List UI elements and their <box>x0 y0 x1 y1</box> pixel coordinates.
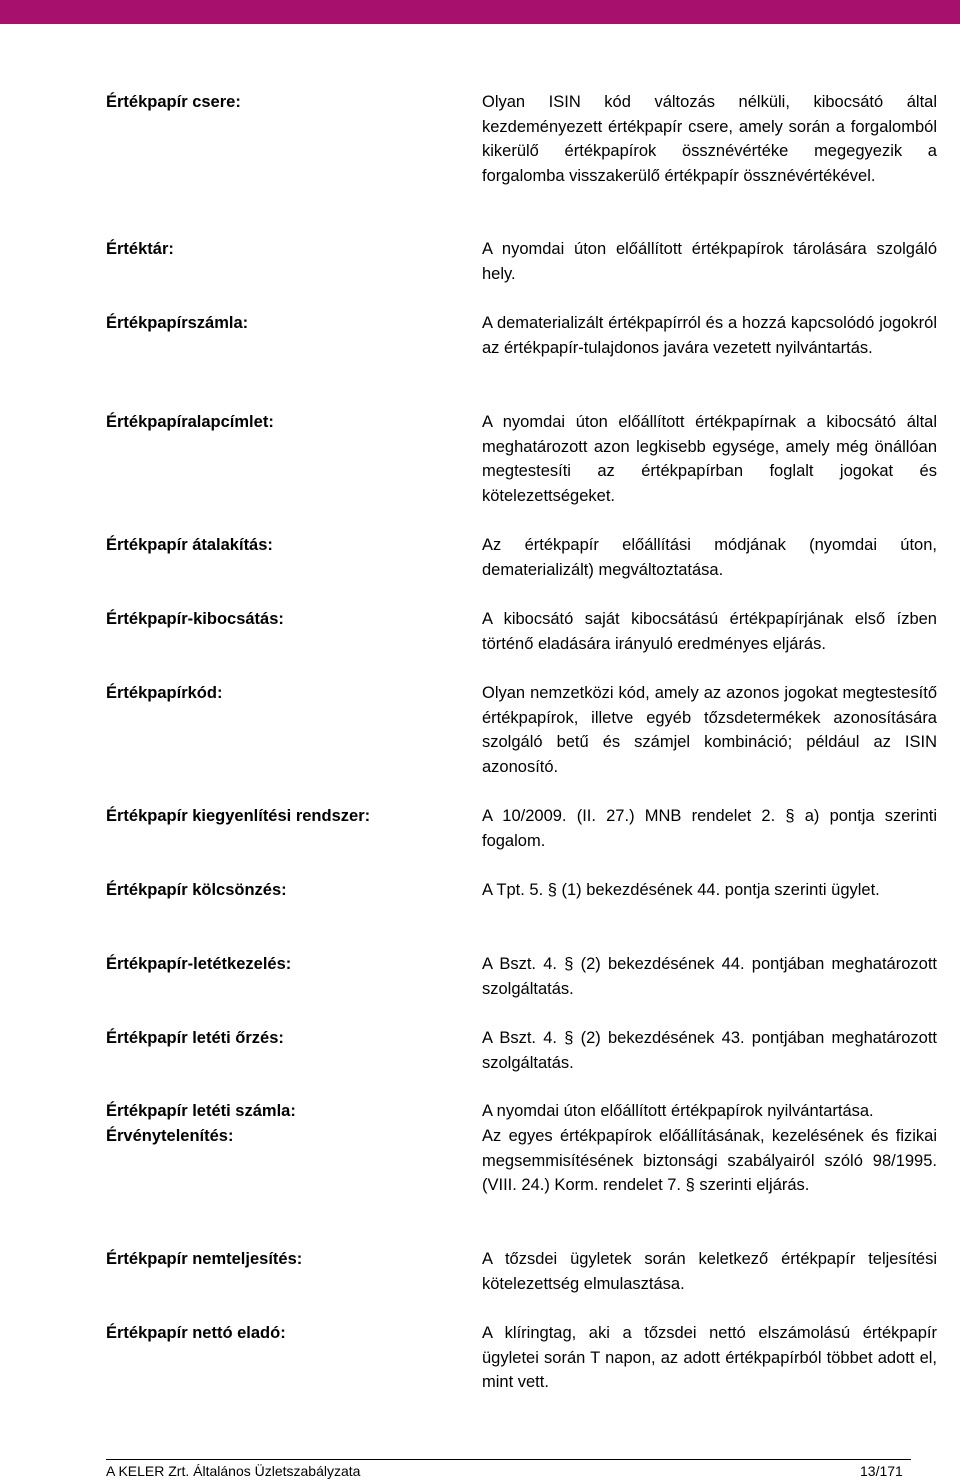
footer-divider <box>106 1459 911 1460</box>
definition-ertekpapir-letetkezeles: A Bszt. 4. § (2) bekezdésének 44. pontjában meghatározott szolgáltatás. <box>482 955 937 998</box>
term-ertekpapir-kiegyenlitesi-rendszer: Értékpapír kiegyenlítési rendszer: <box>106 807 371 825</box>
definition-ertektar: A nyomdai úton előállított értékpapírok tárolására szolgáló hely. <box>482 240 937 283</box>
term-ertekpapirkod: Értékpapírkód: <box>106 684 223 702</box>
definition-ertekpapirszamla: A dematerializált értékpapírról és a hozzá kapcsolódó jogokról az értékpapír-tulajdonos javára vezetett nyilvántartás. <box>482 314 937 357</box>
term-ertekpapir-netto-elado: Értékpapír nettó eladó: <box>106 1324 286 1342</box>
definition-ervenytelenites: Az egyes értékpapírok előállításának, kezelésének és fizikai megsemmisítésének biztonsági szabályairól szóló 98/1995. (VIII. 24.) Korm. rendelet 7. § szerinti eljárás. <box>482 1127 937 1195</box>
definition-ertekpapiralapcimlet: A nyomdai úton előállított értékpapírnak a kibocsátó által meghatározott azon legkisebb egysége, amely még önállóan megtestesíti az értékpapírban foglalt jogokat és kötelezettségeket. <box>482 413 937 505</box>
term-ertekpapir-leteti-orzes: Értékpapír letéti őrzés: <box>106 1029 284 1047</box>
term-ertekpapir-leteti-szamla: Értékpapír letéti számla: <box>106 1102 296 1120</box>
footer-document-title: A KELER Zrt. Általános Üzletszabályzata <box>106 1463 361 1479</box>
definition-ertekpapir-atalakitas: Az értékpapír előállítási módjának (nyomdai úton, dematerializált) megváltoztatása. <box>482 536 937 579</box>
definition-ertekpapirkod: Olyan nemzetközi kód, amely az azonos jogokat megtestesítő értékpapírok, illetve egyéb tőzsdetermékek azonosítására szolgáló betű és számjel kombináció; például az ISIN azonosító. <box>482 684 937 776</box>
term-ertekpapir-csere: Értékpapír csere: <box>106 93 241 111</box>
term-ertekpapirszamla: Értékpapírszámla: <box>106 314 249 332</box>
definition-ertekpapir-nemteljesites: A tőzsdei ügyletek során keletkező értékpapír teljesítési kötelezettség elmulasztása. <box>482 1250 937 1293</box>
term-ervenytelenites: Érvénytelenítés: <box>106 1127 234 1145</box>
term-ertekpapir-nemteljesites: Értékpapír nemteljesítés: <box>106 1250 303 1268</box>
term-ertekpapir-kibocsatas: Értékpapír-kibocsátás: <box>106 610 284 628</box>
term-ertektar: Értéktár: <box>106 240 174 258</box>
definition-ertekpapir-kibocsatas: A kibocsátó saját kibocsátású értékpapírjának első ízben történő eladására irányuló eredményes eljárás. <box>482 610 937 653</box>
term-ertekpapir-kolcsonzes: Értékpapír kölcsönzés: <box>106 881 287 899</box>
footer-page-number: 13/171 <box>860 1463 903 1479</box>
definition-ertekpapir-kolcsonzes: A Tpt. 5. § (1) bekezdésének 44. pontja szerinti ügylet. <box>482 881 880 899</box>
definition-ertekpapir-csere: Olyan ISIN kód változás nélküli, kibocsátó által kezdeményezett értékpapír csere, amely során a forgalomból kikerülő értékpapírok össznévértéke megegyezik a forgalomba visszakerülő értékpapír össznévértékével. <box>482 93 937 185</box>
term-ertekpapir-letetkezeles: Értékpapír-letétkezelés: <box>106 955 292 973</box>
definition-ertekpapir-leteti-orzes: A Bszt. 4. § (2) bekezdésének 43. pontjában meghatározott szolgáltatás. <box>482 1029 937 1072</box>
definition-ertekpapir-netto-elado: A klíringtag, aki a tőzsdei nettó elszámolású értékpapír ügyletei során T napon, az adott értékpapírból többet adott el, mint vett. <box>482 1324 937 1392</box>
definition-ertekpapir-leteti-szamla: A nyomdai úton előállított értékpapírok nyilvántartása. <box>482 1102 874 1120</box>
term-ertekpapir-atalakitas: Értékpapír átalakítás: <box>106 536 273 554</box>
definition-ertekpapir-kiegyenlitesi-rendszer: A 10/2009. (II. 27.) MNB rendelet 2. § a) pontja szerinti fogalom. <box>482 807 937 850</box>
header-color-bar <box>0 0 960 24</box>
term-ertekpapiralapcimlet: Értékpapíralapcímlet: <box>106 413 274 431</box>
